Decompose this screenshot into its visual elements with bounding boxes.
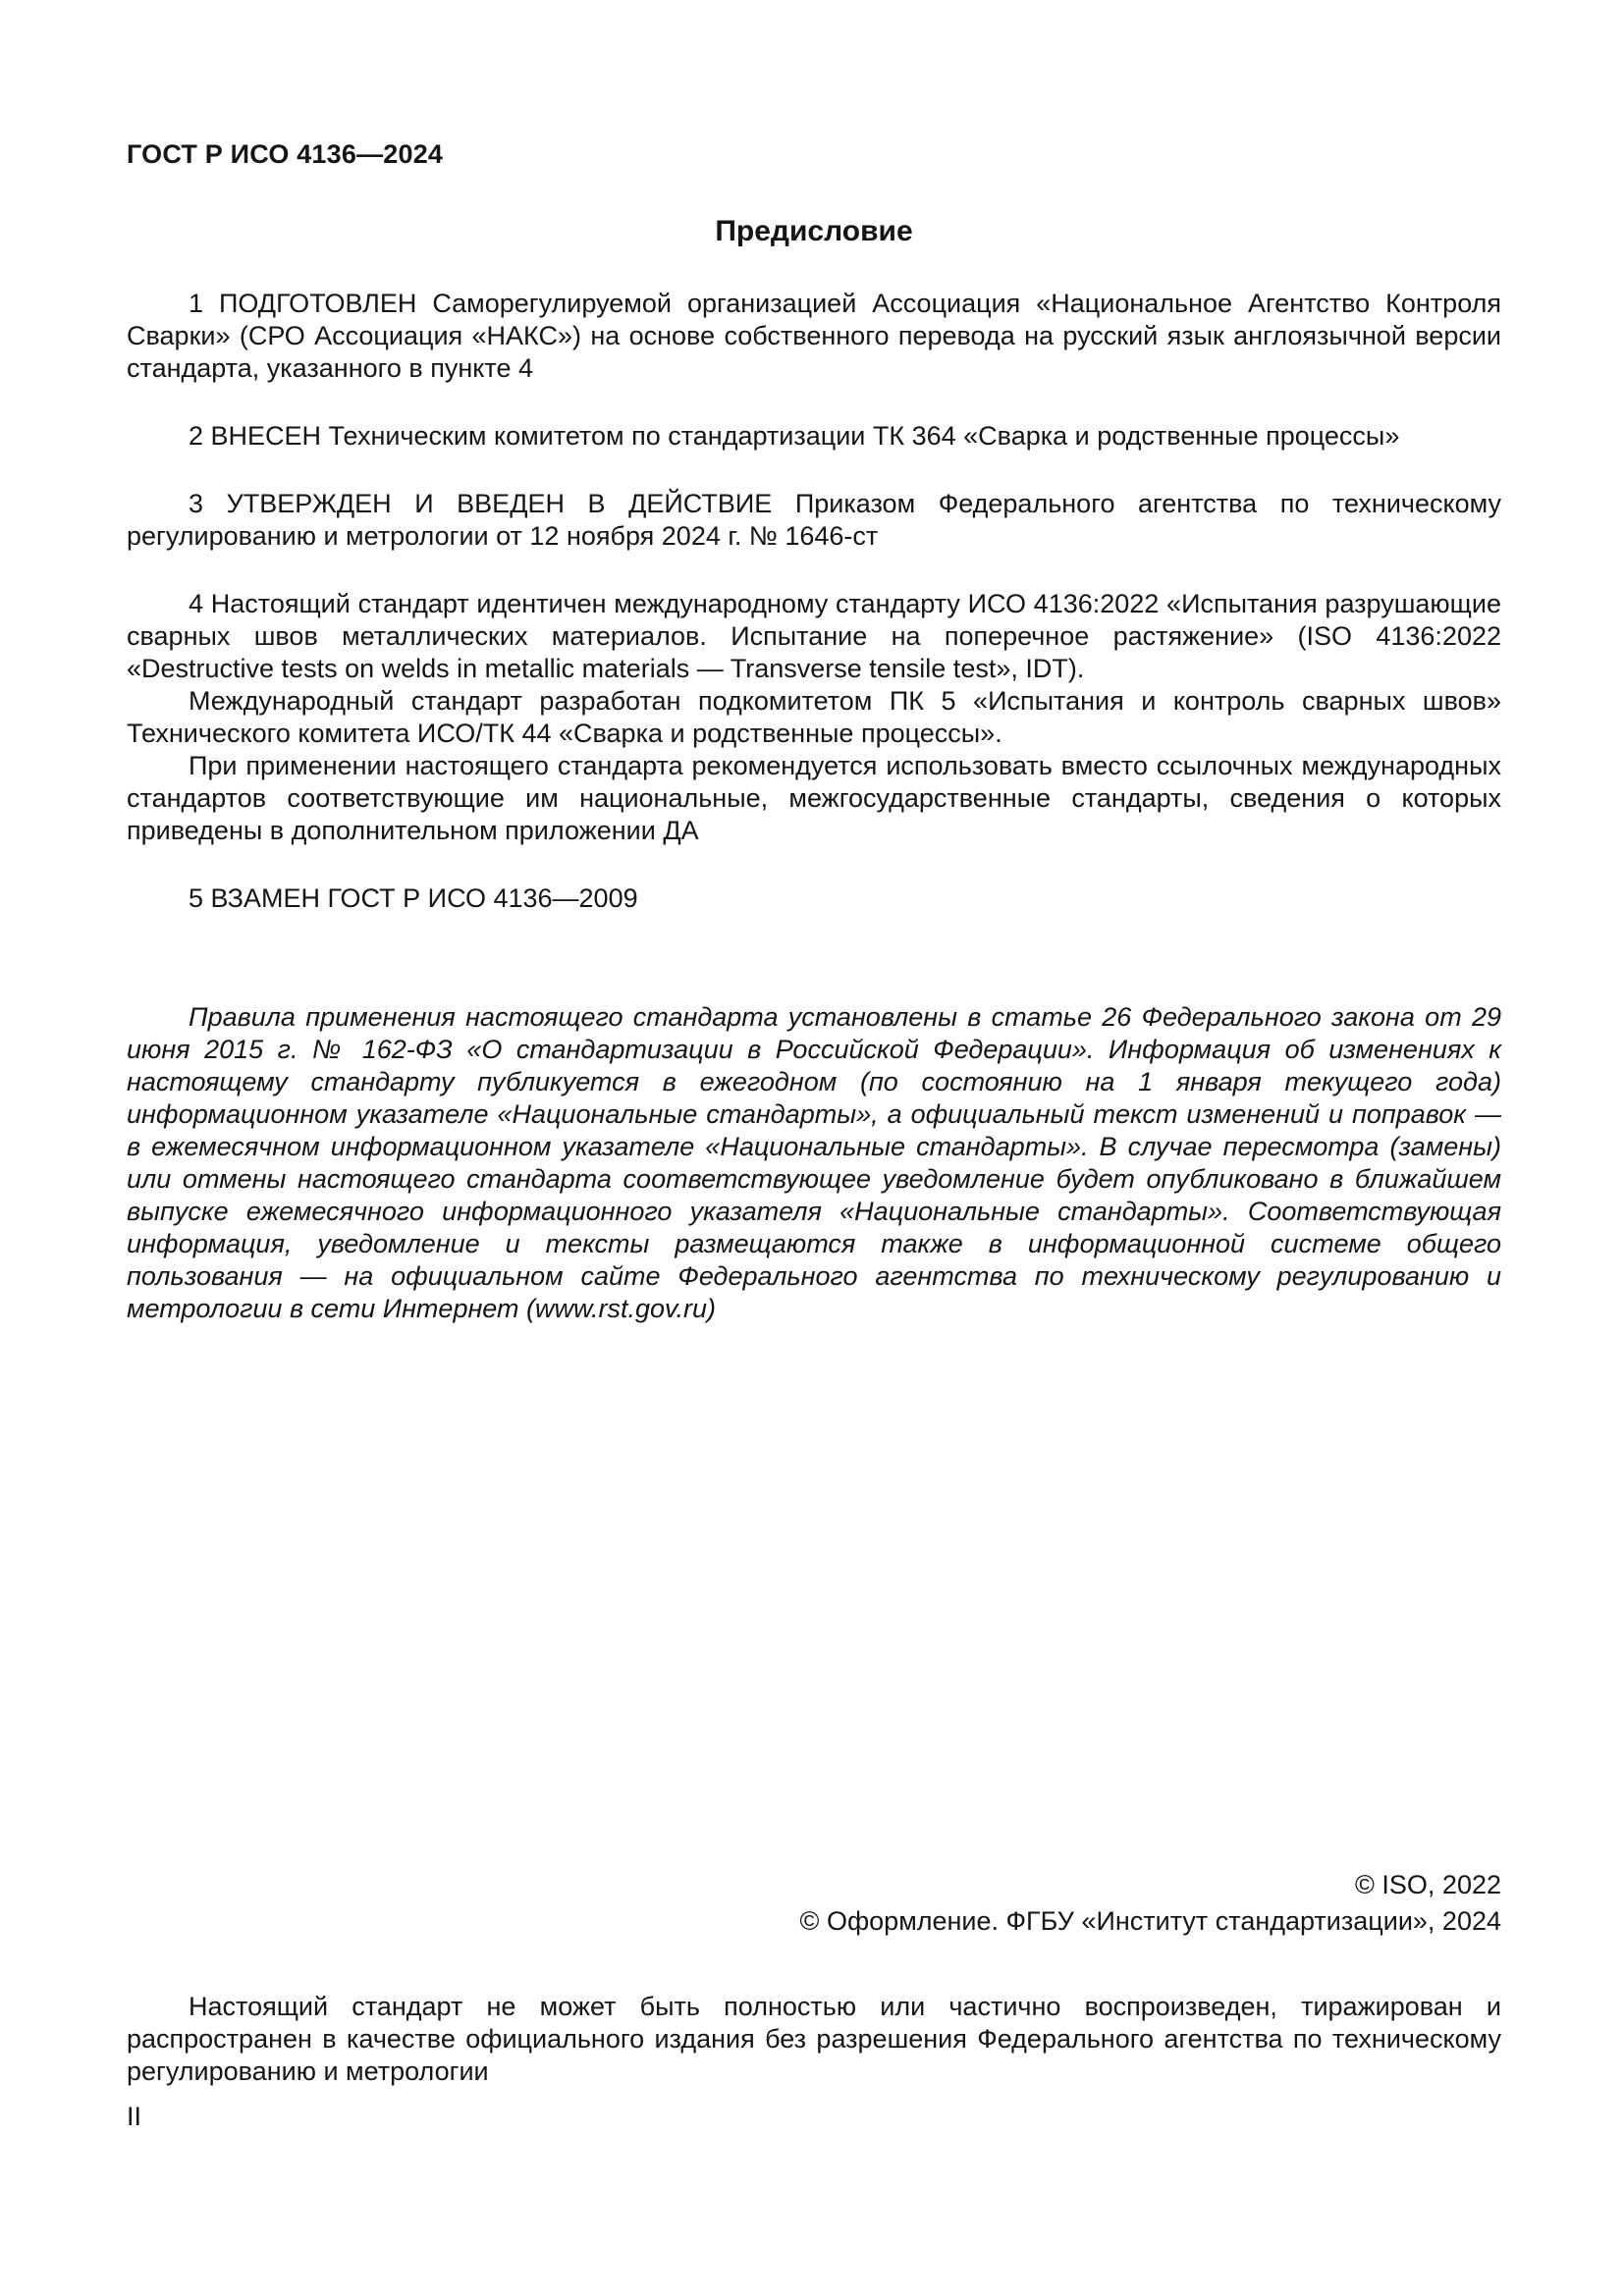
foreword-item-4-continuation-2: При применении настоящего стандарта рекомендуется использовать вместо ссылочных международных стандартов соответствующие им национальные, межгосударственные стандарты, сведения о которых приведены в дополнительном приложении ДА bbox=[127, 751, 1501, 845]
foreword-item-3: 3 УТВЕРЖДЕН И ВВЕДЕН В ДЕЙСТВИЕ Приказом Федерального агентства по техническому регулированию и метрологии от 12 ноября 2024 г. № 1646-ст bbox=[127, 489, 1501, 551]
page-footer-block bbox=[127, 1867, 1501, 2132]
foreword-item-1: 1 ПОДГОТОВЛЕН Саморегулируемой организацией Ассоциация «Национальное Агентство Контроля Сварки» (СРО Ассоциация «НАКС») на основе собственного перевода на русский язык англоязычной версии стандарта, указанного в пункте 4 bbox=[127, 289, 1501, 383]
foreword-item-4: 4 Настоящий стандарт идентичен международному стандарту ИСО 4136:2022 «Испытания разрушающие сварных швов металлических материалов. Испытание на поперечное растяжение» (ISO 4136:2022 «Destructive tests on welds in metallic materials — Transverse tensile test», IDT). bbox=[127, 589, 1501, 683]
page-content bbox=[127, 0, 1501, 1325]
copyright-iso: © ISO, 2022 bbox=[1355, 1870, 1501, 1899]
distribution-notice: Настоящий стандарт не может быть полностью или частично воспроизведен, тиражирован и распространен в качестве официального издания без разрешения Федерального агентства по техническому регулированию и метрологии bbox=[127, 1992, 1501, 2086]
application-rules-notice: Правила применения настоящего стандарта установлены в статье 26 Федерального закона от 29 июня 2015 г. № 162-ФЗ «О стандартизации в Российской Федерации». Информация об изменениях к настоящему стандарту публикуется в ежегодном (по состоянию на 1 января текущего года) информационном указателе «Национальные стандарты», а официальный текст изменений и поправок — в ежемесячном информационном указателе «Национальные стандарты». В случае пересмотра (замены) или отмены настоящего стандарта соответствующее уведомление будет опубликовано в ближайшем выпуске ежемесячного информационного указателя «Национальные стандарты». Соответствующая информация, уведомление и тексты размещаются также в информационной системе общего пользования — на официальном сайте Федерального агентства по техническому регулированию и метрологии в сети Интернет (www.rst.gov.ru) bbox=[127, 1002, 1501, 1323]
foreword-item-4-continuation-1: Международный стандарт разработан подкомитетом ПК 5 «Испытания и контроль сварных швов» Технического комитета ИСО/ТК 44 «Сварка и родственные процессы». bbox=[127, 686, 1501, 748]
foreword-item-2: 2 ВНЕСЕН Техническим комитетом по стандартизации ТК 364 «Сварка и родственные процессы» bbox=[189, 421, 1400, 451]
foreword-item-5: 5 ВЗАМЕН ГОСТ Р ИСО 4136—2009 bbox=[189, 883, 638, 913]
page-title: Предисловие bbox=[715, 215, 913, 247]
page-number: II bbox=[127, 2102, 142, 2131]
copyright-design: © Оформление. ФГБУ «Институт стандартизации», 2024 bbox=[799, 1906, 1501, 1936]
standard-designation: ГОСТ Р ИСО 4136—2024 bbox=[127, 139, 444, 169]
copyright-block bbox=[127, 1867, 1501, 1940]
